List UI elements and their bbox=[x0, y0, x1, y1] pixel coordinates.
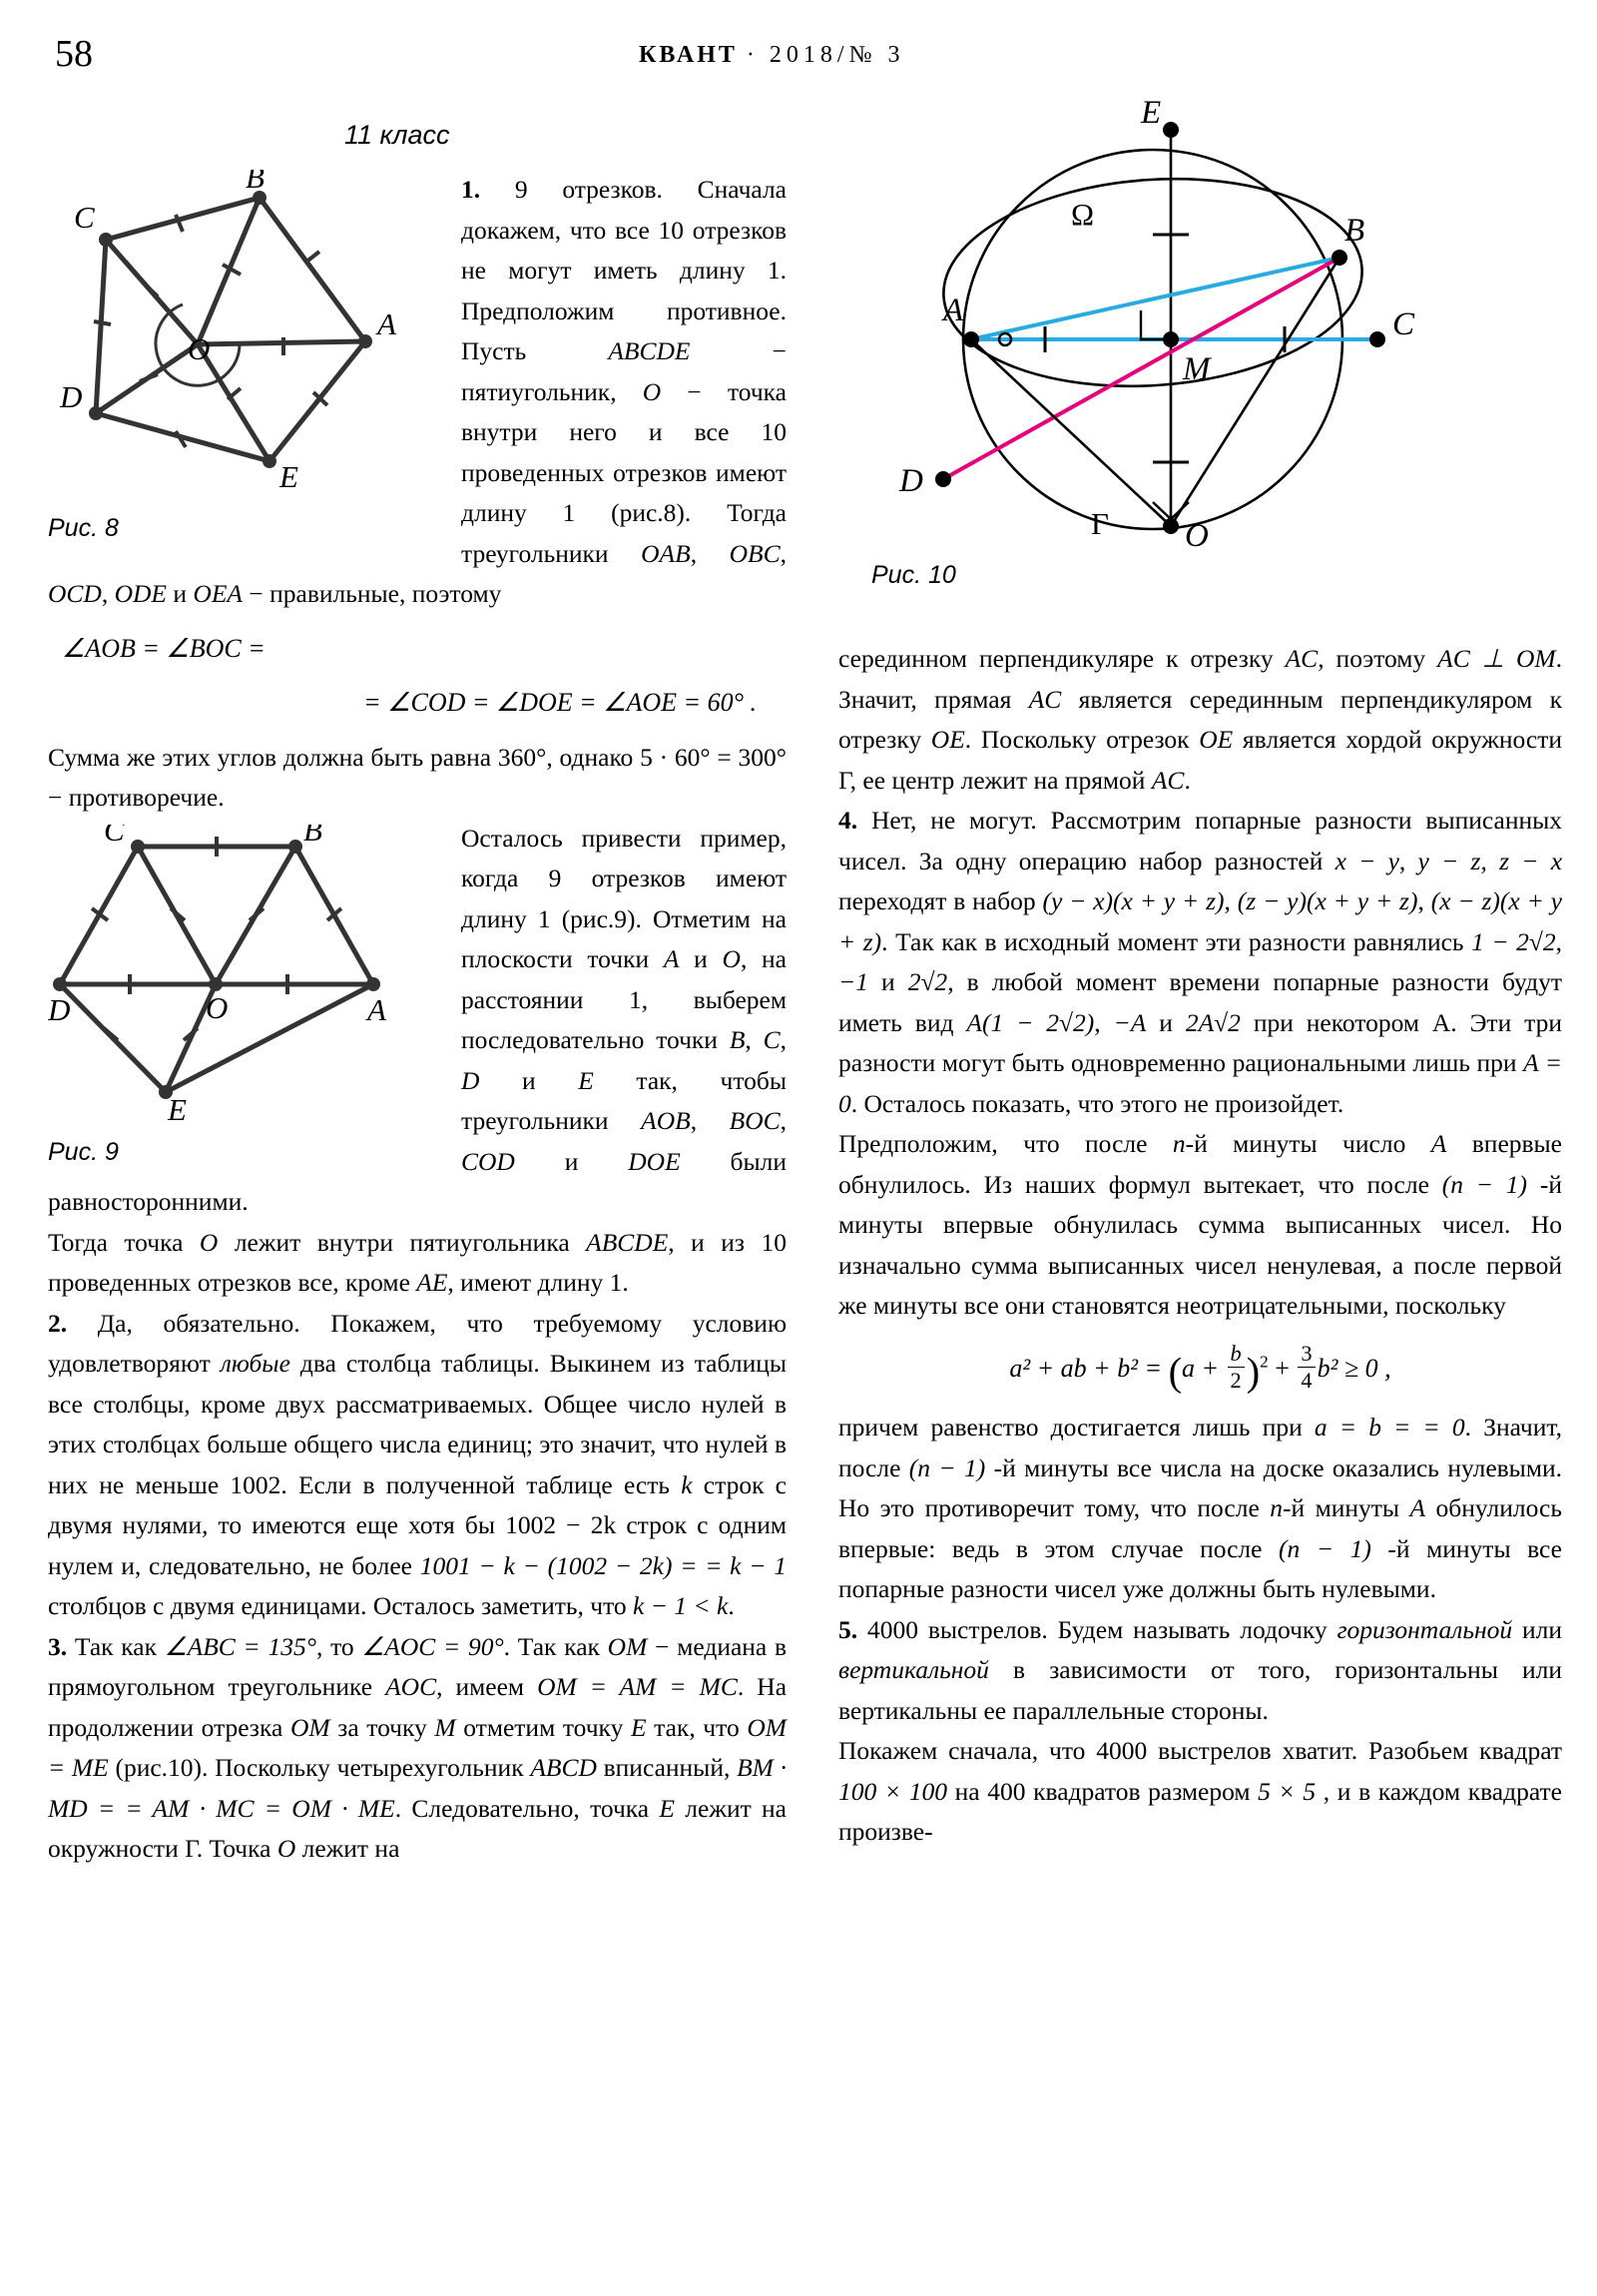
quad-abcd: ABCD bbox=[530, 1753, 597, 1782]
segment-ac: AC bbox=[1285, 644, 1319, 673]
right-paragraph-6 bbox=[838, 1731, 1562, 1853]
eq-rhs: b² ≥ 0 , bbox=[1317, 1353, 1391, 1383]
conj-and-r: и bbox=[867, 967, 908, 996]
left-p5-text-d: столбцов с двумя единицами. Осталось заметить, что bbox=[48, 1591, 634, 1620]
problem-5-number: 5. bbox=[838, 1614, 858, 1644]
problem-2-number: 2. bbox=[48, 1308, 68, 1338]
right-paragraph-4 bbox=[838, 1408, 1562, 1610]
conj-i3: и bbox=[514, 1146, 629, 1176]
left-p6-text-e: , имеем bbox=[436, 1672, 538, 1701]
left-p6-text-m: лежит на окружности Γ. Точка bbox=[48, 1793, 787, 1863]
left-p6-text-b: , то bbox=[315, 1631, 362, 1661]
figure-10-label-M: M bbox=[1183, 351, 1211, 387]
running-head bbox=[639, 42, 904, 69]
triangle-oab: OAB bbox=[641, 538, 691, 568]
triangle-aob: AOB bbox=[641, 1106, 691, 1135]
point-e-2: E bbox=[630, 1712, 647, 1742]
figure-8-caption: Рис. 8 bbox=[48, 513, 119, 542]
equation-display-a2 bbox=[838, 1341, 1562, 1395]
page-number: 58 bbox=[55, 33, 93, 75]
triangle-ode: ODE bbox=[114, 579, 168, 608]
expr-n-minus-1: (n − 1) bbox=[1441, 1169, 1528, 1199]
left-p6-text-n: лежит на bbox=[295, 1834, 400, 1863]
factor-2: (z − y)(x + y + z) bbox=[1237, 886, 1418, 915]
fraction-b-2 bbox=[1228, 1341, 1245, 1395]
right-p4-text-b: . Значит, после bbox=[838, 1413, 1563, 1482]
figure-10 bbox=[853, 95, 1582, 590]
left-p6-text-k: вписанный, bbox=[596, 1753, 738, 1782]
angle-abc: ∠ABC = 135° bbox=[164, 1631, 316, 1661]
right-p5-text-b: или bbox=[1512, 1614, 1563, 1644]
factor-1: (y − x)(x + y + z) bbox=[1042, 886, 1225, 915]
square-5: 5 × 5 bbox=[1258, 1776, 1317, 1806]
eq-exponent-2: 2 bbox=[1260, 1351, 1269, 1371]
polygon-abcde: ABCDE bbox=[586, 1227, 669, 1257]
figure-9-label-C: C bbox=[104, 824, 125, 848]
equation-1-line-2 bbox=[62, 683, 757, 724]
expr-n-minus-1-b: (n − 1) bbox=[908, 1452, 986, 1482]
left-p3-text-c: так, чтобы треугольники bbox=[461, 1065, 787, 1135]
running-head-issue: 2018/№ 3 bbox=[769, 42, 905, 68]
figure-10-label-B: B bbox=[1344, 213, 1365, 249]
right-paragraph-3 bbox=[838, 1124, 1562, 1327]
right-paragraph-5 bbox=[838, 1610, 1562, 1732]
right-p4-text-f: -й минуты все попарные разности чисел уже должны быть нулевыми. bbox=[838, 1533, 1562, 1604]
form-a3: 2A√2 bbox=[1185, 1007, 1241, 1037]
segment-ac-2: AC bbox=[1028, 684, 1062, 714]
left-p5-dot: . bbox=[728, 1591, 735, 1620]
left-p6-text-g: за точку bbox=[329, 1712, 435, 1742]
var-A-2: A bbox=[1409, 1493, 1426, 1523]
right-p5-text-c: в зависимости от того, горизонтальны или вертикальны ее параллельные стороны. bbox=[838, 1655, 1562, 1725]
var-k: k bbox=[681, 1469, 693, 1499]
emph-any: любые bbox=[220, 1349, 290, 1378]
left-p3-text-b: , на расстоянии 1, выберем последовательно точки bbox=[461, 944, 787, 1054]
equation-1-line-2-text: = ∠COD = ∠DOE = ∠AOE = 60° . bbox=[363, 688, 757, 717]
figure-10-label-Gamma: Γ bbox=[1091, 506, 1109, 541]
figure-9-label-D: D bbox=[48, 991, 71, 1027]
fraction-3-4 bbox=[1298, 1341, 1315, 1395]
eq-a-b-2: = 0 bbox=[1422, 1413, 1465, 1442]
problem-1-text-d: − правильные, поэтому bbox=[243, 579, 502, 608]
expr-n-minus-1-c: (n − 1) bbox=[1279, 1533, 1371, 1563]
figure-10-caption: Рис. 10 bbox=[871, 561, 956, 589]
fraction-34-den: 4 bbox=[1301, 1367, 1313, 1393]
point-d: D bbox=[461, 1065, 480, 1095]
value-1: 1 − 2√2 bbox=[1471, 926, 1556, 956]
fraction-b-den: 2 bbox=[1230, 1367, 1242, 1393]
figure-9-label-A: A bbox=[367, 991, 386, 1027]
triangle-cod: COD bbox=[461, 1146, 515, 1176]
formula-k1: = k − 1 bbox=[705, 1550, 788, 1580]
diff-y-z: y − z, z − x bbox=[1417, 846, 1563, 875]
left-p6-text-i: так, что bbox=[646, 1712, 748, 1742]
eq-inner-a: a + bbox=[1181, 1353, 1226, 1383]
conj-i1: и bbox=[679, 944, 723, 973]
triangle-boc: BOC bbox=[729, 1106, 781, 1135]
right-p3-text-d: -й минуты впервые обнулилась сумма выписанных чисел. Но изначально сумма выписанных чисел ненулевая, а после первой же минуты все они становятся неотрицательными, поскольку bbox=[838, 1169, 1562, 1320]
figure-8-label-B: B bbox=[246, 170, 265, 195]
right-p1-text-e: . Поскольку отрезок bbox=[964, 725, 1200, 754]
left-p6-text-c: . Так как bbox=[503, 1631, 608, 1661]
eq-lhs bbox=[1009, 1353, 1168, 1382]
var-n: n bbox=[1172, 1129, 1186, 1158]
equation-1-line-1-text: ∠AOB = ∠BOC = bbox=[62, 633, 266, 663]
right-p2-text-b: переходят в набор bbox=[838, 886, 1043, 915]
right-p5-text-a: Будем называть лодочку bbox=[1057, 1614, 1337, 1644]
figure-10-svg bbox=[853, 95, 1552, 554]
running-head-title: КВАНТ bbox=[639, 42, 738, 68]
left-p6-text-h: отметим точку bbox=[455, 1712, 631, 1742]
problem-1-text-c: − точка внутри него и все 10 проведенных отрезков имеют длину 1 (рис.8). Тогда треугольники bbox=[461, 376, 787, 568]
conj-i2: и bbox=[479, 1065, 579, 1095]
figure-8 bbox=[48, 170, 447, 548]
right-p4-text-e: обнулилось впервые: ведь в этом случае после bbox=[838, 1493, 1562, 1563]
figure-10-label-O: O bbox=[1185, 518, 1209, 554]
eq-open-paren: ( bbox=[1168, 1349, 1182, 1395]
angle-aoc: ∠AOC = 90° bbox=[361, 1631, 504, 1661]
left-p5-text-a: Покажем, что требуемому условию удовлетворяют bbox=[48, 1308, 788, 1378]
right-p1-text-c: . Значит, прямая bbox=[838, 644, 1562, 714]
triangle-oea: OEA bbox=[193, 579, 243, 608]
equality-om-am-mc: OM = AM = MC bbox=[537, 1672, 738, 1701]
left-paragraph-2: Сумма же этих углов должна быть равна 360°, однако 5 · 60° = 300° − противоречие. bbox=[48, 742, 787, 812]
factor-3: (x − z)(x + y + z) bbox=[838, 886, 1562, 956]
right-paragraph-1 bbox=[838, 639, 1562, 801]
segment-om-2: OM bbox=[289, 1712, 330, 1742]
equation-1-line-1 bbox=[62, 629, 787, 670]
point-a: A bbox=[663, 944, 680, 973]
figure-10-label-A: A bbox=[943, 292, 964, 328]
figure-8-label-O: O bbox=[188, 331, 211, 366]
segment-ae: AE bbox=[416, 1268, 448, 1297]
left-p6-text-j: (рис.10). Поскольку четырехугольник bbox=[108, 1753, 531, 1782]
figure-8-label-D: D bbox=[60, 379, 83, 414]
segment-oe-2: OE bbox=[1199, 725, 1234, 754]
cond-a-zero: A = 0 bbox=[838, 1048, 1562, 1118]
eq-lhs-text: a² + ab + b² = bbox=[1009, 1353, 1169, 1383]
triangle-ocd: OCD bbox=[48, 579, 102, 608]
fraction-34-num: 3 bbox=[1298, 1341, 1315, 1368]
right-p2-text-d: , в любой момент времени попарные разности будут иметь вид bbox=[838, 967, 1562, 1037]
figure-8-label-C: C bbox=[74, 200, 95, 235]
left-p4-text-b: лежит внутри пятиугольника bbox=[218, 1227, 587, 1257]
figure-9-svg bbox=[48, 825, 427, 1124]
eq-close-paren: ) bbox=[1246, 1349, 1261, 1395]
left-paragraph-6 bbox=[48, 1627, 787, 1870]
point-o-3: O bbox=[276, 1834, 296, 1863]
running-head-separator: · bbox=[746, 42, 761, 68]
right-p1-text-d: является серединным перпендикуляром к отрезку bbox=[838, 684, 1562, 754]
left-paragraph-4 bbox=[48, 1223, 787, 1304]
equality-om-me: OM = ME bbox=[48, 1712, 787, 1782]
segment-ac-3: AC bbox=[1151, 765, 1185, 795]
var-A: A bbox=[1430, 1129, 1447, 1158]
right-p2-text-f: . Осталось показать, что этого не произойдет. bbox=[850, 1088, 1344, 1118]
grade-title: 11 класс bbox=[344, 120, 450, 150]
figure-9-label-E: E bbox=[168, 1091, 187, 1124]
point-o: O bbox=[722, 944, 741, 973]
square-100: 100 × 100 bbox=[838, 1776, 947, 1806]
figure-8-label-E: E bbox=[279, 459, 298, 494]
right-p6-text-b: на 400 квадратов размером bbox=[946, 1776, 1259, 1806]
emph-horizontal: горизонтальной bbox=[1336, 1614, 1513, 1644]
right-p6-text-c: , и в каждом квадрате произве- bbox=[838, 1776, 1562, 1847]
right-paragraph-2: 4. Нет, не могут. Рассмотрим попарные разности выписанных чисел. За одну операцию набор разностей x − y, y − z, z − x переходят в набор (y − x)(x + y + z), (z − y)(x + y + z), (x − z)(x + y + z). Так как в исходный момент эти разности равнялись 1 − 2√2, −1 и 2√2, в любой момент времени попарные разности будут иметь вид A(1 − 2√2), −A и 2A√2 при некотором A. Эти три разности могут быть одновременно рациональными лишь при A = 0. Осталось показать, что этого не произойдет. bbox=[838, 806, 1563, 1118]
left-p4-text-c: , и из 10 проведенных отрезков все, кроме bbox=[48, 1227, 787, 1297]
problem-3-number: 3. bbox=[48, 1631, 68, 1661]
problem-2-answer: Да, обязательно. bbox=[97, 1308, 300, 1338]
point-e: E bbox=[578, 1065, 594, 1095]
fraction-b-num: b bbox=[1228, 1341, 1245, 1368]
left-p5-text-c: строк с двумя нулями, то имеются еще хотя бы 1002 − 2k строк с одним нулем и, следовательно, не более bbox=[48, 1469, 788, 1580]
figure-10-label-E: E bbox=[1141, 95, 1162, 131]
segment-om: OM bbox=[607, 1631, 648, 1661]
triangle-aoc: AOC bbox=[385, 1672, 437, 1701]
figure-9-label-B: B bbox=[303, 824, 322, 848]
right-p4-text-c: -й минуты все числа на доске оказались нулевыми. Но это противоречит тому, что после bbox=[838, 1452, 1562, 1523]
value-2: −1 bbox=[838, 967, 868, 996]
problem-5-answer: 4000 выстрелов. bbox=[867, 1614, 1048, 1644]
right-column bbox=[838, 639, 1562, 1853]
problem-1-number: 1. bbox=[461, 175, 481, 204]
left-p6-text-a: Так как bbox=[74, 1631, 165, 1661]
left-p6-text-d: − медиана в прямоугольном треугольнике bbox=[48, 1631, 788, 1701]
left-p4-text-a: Тогда точка bbox=[48, 1227, 200, 1257]
right-p3-text-c: впервые обнулилось. Из наших формул вытекает, что после bbox=[838, 1129, 1563, 1199]
figure-10-label-C: C bbox=[1392, 306, 1415, 342]
figure-8-svg bbox=[48, 170, 442, 499]
problem-1-answer: 9 отрезков. bbox=[514, 175, 663, 204]
right-p4-text-d: -й минуты bbox=[1283, 1493, 1410, 1523]
var-n-2: n bbox=[1270, 1493, 1283, 1523]
triangle-doe: DOE bbox=[628, 1146, 681, 1176]
right-p2-text-e: при некотором A. Эти три разности могут быть одновременно рациональными лишь при bbox=[838, 1007, 1562, 1077]
left-p5-text-b: два столбца таблицы. Выкинем из таблицы все столбцы, кроме двух рассматриваемых. Общее число нулей в этих столбцах больше общего числа единиц; это значит, что нулей в них не меньше 1002. Если в полученной таблице есть bbox=[48, 1349, 787, 1499]
point-m: M bbox=[434, 1712, 456, 1742]
figure-10-label-Omega: Ω bbox=[1071, 197, 1095, 232]
triangle-obc: OBC bbox=[729, 538, 781, 568]
problem-1-text-a: Сначала докажем, что все 10 отрезков не могут иметь длину 1. Предположим противное. Пусть bbox=[461, 175, 787, 365]
inequality-k: k − 1 < k bbox=[633, 1591, 729, 1620]
problem-4-answer: Нет, не могут. bbox=[871, 806, 1037, 835]
right-p6-text-a: Покажем сначала, что 4000 выстрелов хватит. Разобьем квадрат bbox=[838, 1736, 1562, 1766]
diff-x-y: x − y bbox=[1334, 846, 1399, 875]
right-p1-text-g: . bbox=[1184, 765, 1191, 795]
right-p3-text-b: -й минуты число bbox=[1185, 1129, 1431, 1158]
eq-plus: + bbox=[1268, 1353, 1297, 1383]
emph-vertical: вертикальной bbox=[838, 1655, 989, 1685]
left-paragraph-3: Осталось привести пример, когда 9 отрезков имеют длину 1 (рис.9). Отметим на плоскости точки A и O, на расстоянии 1, выберем последовательно точки B, C, D и E так, чтобы треугольники AOB, BOC, COD и DOE были равносторонними. bbox=[48, 823, 788, 1216]
form-a1: A(1 − 2√2) bbox=[966, 1007, 1095, 1037]
figure-9 bbox=[48, 825, 447, 1173]
value-3: 2√2 bbox=[907, 967, 948, 996]
eq-a-b: a = b = bbox=[1314, 1413, 1411, 1442]
perp-ac-om: AC ⊥ OM bbox=[1437, 644, 1556, 673]
label-abcde: ABCDE bbox=[608, 336, 691, 365]
right-p2-text-c: . Так как в исходный момент эти разности равнялись bbox=[881, 926, 1472, 956]
figure-9-caption: Рис. 9 bbox=[48, 1138, 119, 1166]
right-p1-text-a: серединном перпендикуляре к отрезку bbox=[838, 644, 1286, 673]
left-paragraph-5 bbox=[48, 1304, 787, 1627]
figure-10-label-D: D bbox=[899, 463, 923, 499]
right-p1-text-b: , поэтому bbox=[1318, 644, 1438, 673]
left-p4-text-d: , имеют длину 1. bbox=[447, 1268, 629, 1297]
right-p4-text-a: причем равенство достигается лишь при bbox=[838, 1413, 1315, 1442]
point-o-2: O bbox=[199, 1227, 219, 1257]
right-p1-text-f: является хордой окружности Γ, ее центр лежит на прямой bbox=[838, 725, 1563, 795]
left-paragraph-1: 1. 9 отрезков. Сначала докажем, что все 10 отрезков не могут иметь длину 1. Предположим противное. Пусть ABCDE − пятиугольник, O − точка внутри него и все 10 проведенных отрезков имеют длину 1 (рис.8). Тогда треугольники OAB, OBC, OCD, ODE и OEA − правильные, поэтому bbox=[48, 175, 788, 608]
left-p6-text-l: . Следовательно, точка bbox=[394, 1793, 660, 1823]
point-e-3: E bbox=[659, 1793, 675, 1823]
left-p3-text-a: Осталось привести пример, когда 9 отрезков имеют длину 1 (рис.9). Отметим на плоскости точки bbox=[461, 823, 787, 973]
product-bm-md: BM · MD = bbox=[48, 1753, 787, 1823]
figure-8-label-A: A bbox=[377, 306, 396, 341]
segment-oe: OE bbox=[930, 725, 965, 754]
conj-and-1: и bbox=[167, 579, 194, 608]
product-am-mc: = AM · MC = OM · ME bbox=[125, 1793, 395, 1823]
problem-4-number: 4. bbox=[838, 806, 858, 835]
formula-1001: 1001 − k − (1002 − 2k) = bbox=[419, 1550, 698, 1580]
figure-9-label-O: O bbox=[206, 989, 229, 1025]
left-p6-text-f: . На продолжении отрезка bbox=[48, 1672, 788, 1742]
right-p2-text-a: Рассмотрим попарные разности выписанных чисел. За одну операцию набор разностей bbox=[838, 806, 1562, 875]
left-column bbox=[48, 170, 787, 1870]
problem-1-text-b: − пятиугольник, bbox=[461, 336, 787, 406]
left-p3-text-d: были равносторонними. bbox=[48, 1146, 787, 1216]
point-c: C bbox=[763, 1025, 781, 1054]
point-b: B bbox=[729, 1025, 746, 1054]
form-a2: −A bbox=[1113, 1007, 1147, 1037]
right-p3-text-a: Предположим, что после bbox=[838, 1129, 1173, 1158]
label-o: O bbox=[642, 376, 662, 406]
